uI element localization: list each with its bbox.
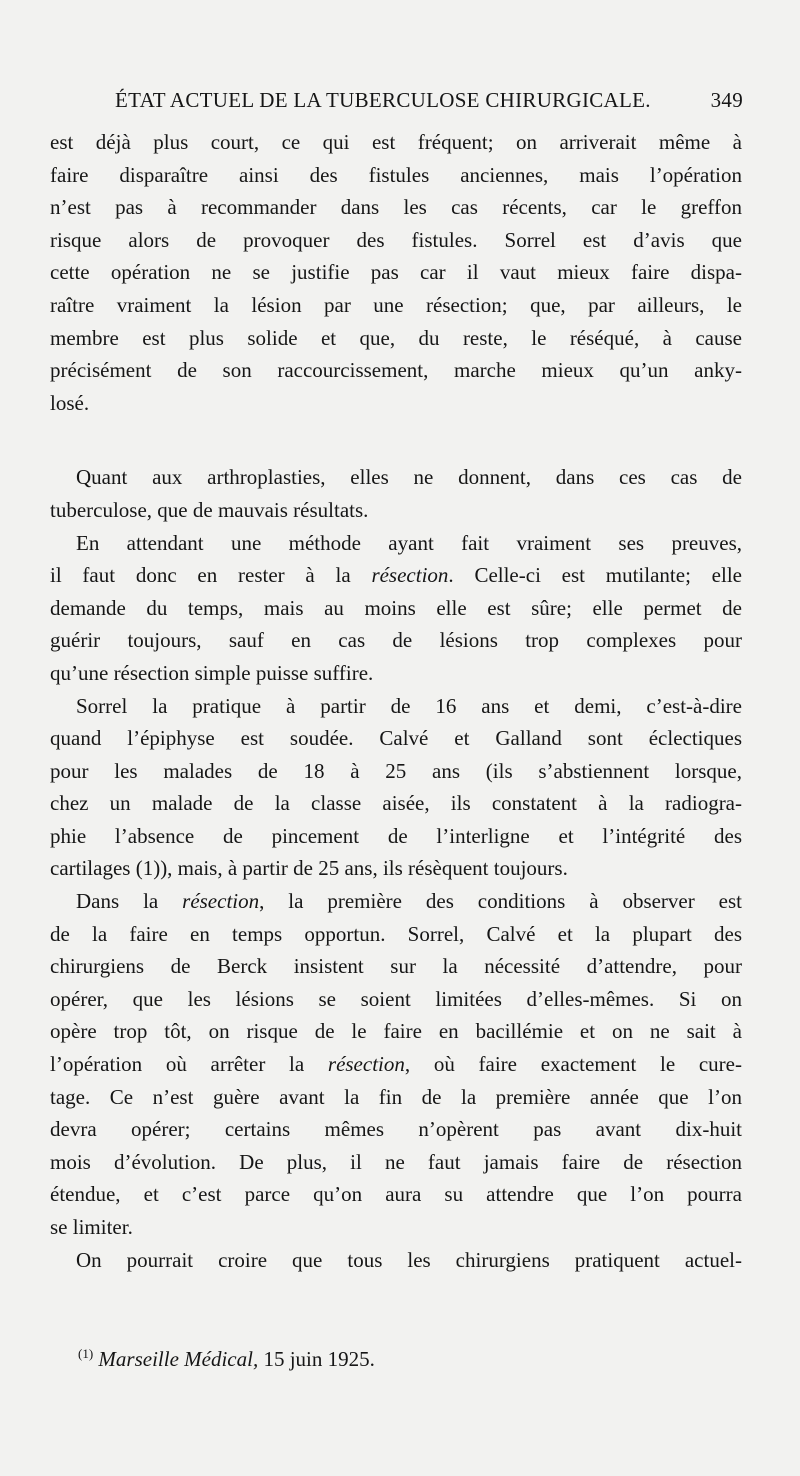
text-line: devra opérer; certains mêmes n’opèrent pas avant dix-huit: [50, 1117, 742, 1142]
text-line: phie l’absence de pincement de l’interligne et l’intégrité des: [50, 823, 742, 848]
text-line: pour les malades de 18 à 25 ans (ils s’abstiennent lorsque,: [50, 758, 742, 783]
text-line: guérir toujours, sauf en cas de lésions trop complexes pour: [50, 628, 742, 653]
text-line: n’est pas à recommander dans les cas récents, car le greffon: [50, 195, 742, 220]
text-line: tage. Ce n’est guère avant la fin de la première année que l’on: [50, 1084, 742, 1109]
text-line: de la faire en temps opportun. Sorrel, Calvé et la plupart des: [50, 921, 742, 946]
text-line: qu’une résection simple puisse suffire.: [50, 660, 374, 685]
text-line: l’opération où arrêter la résection, où faire exactement le cure-: [50, 1052, 742, 1077]
text-line: membre est plus solide et que, du reste, le réséqué, à cause: [50, 325, 742, 350]
text-line: opère trop tôt, on risque de le faire en bacillémie et on ne sait à: [50, 1019, 742, 1044]
text-line: chirurgiens de Berck insistent sur la nécessité d’attendre, pour: [50, 954, 742, 979]
text-line: En attendant une méthode ayant fait vraiment ses preuves,: [76, 530, 742, 555]
text-line: cartilages (1)), mais, à partir de 25 ans, ils résèquent toujours.: [50, 856, 568, 881]
header-title: ÉTAT ACTUEL DE LA TUBERCULOSE CHIRURGICALE.: [115, 88, 651, 112]
text-line: étendue, et c’est parce qu’on aura su attendre que l’on pourra: [50, 1182, 742, 1207]
footnote-marker: (1): [78, 1346, 94, 1361]
text-line: raître vraiment la lésion par une résection; que, par ailleurs, le: [50, 292, 742, 317]
body-text: [50, 126, 742, 1276]
text-line: Quant aux arthroplasties, elles ne donnent, dans ces cas de: [76, 465, 742, 490]
text-line: opérer, que les lésions se soient limitées d’elles-mêmes. Si on: [50, 986, 742, 1011]
text-line: tuberculose, que de mauvais résultats.: [50, 497, 369, 522]
paragraph: [50, 690, 742, 886]
text-line: losé.: [50, 390, 90, 415]
paragraph: [50, 885, 742, 1244]
text-line: mois d’évolution. De plus, il ne faut jamais faire de résection: [50, 1149, 742, 1174]
text-line: quand l’épiphyse est soudée. Calvé et Galland sont éclectiques: [50, 726, 742, 751]
page-number: 349: [710, 88, 743, 112]
text-line: faire disparaître ainsi des fistules anciennes, mais l’opération: [50, 162, 742, 187]
text-line: On pourrait croire que tous les chirurgiens pratiquent actuel-: [76, 1247, 742, 1272]
text-line: Sorrel la pratique à partir de 16 ans et demi, c’est-à-dire: [76, 693, 742, 718]
paragraph: [50, 1244, 742, 1277]
paragraph: [50, 126, 742, 419]
paragraph-gap: [50, 419, 742, 461]
footnote-source: Marseille Médical,: [98, 1347, 259, 1371]
text-line: précisément de son raccourcissement, marche mieux qu’un anky-: [50, 358, 742, 383]
text-line: chez un malade de la classe aisée, ils constatent à la radiogra-: [50, 791, 742, 816]
text-line: il faut donc en rester à la résection. Celle-ci est mutilante; elle: [50, 563, 742, 588]
paragraph: [50, 527, 742, 690]
paragraph: [50, 461, 742, 526]
text-line: demande du temps, mais au moins elle est sûre; elle permet de: [50, 595, 742, 620]
text-line: risque alors de provoquer des fistules. Sorrel est d’avis que: [50, 227, 742, 252]
text-line: est déjà plus court, ce qui est fréquent; on arriverait même à: [50, 130, 742, 154]
text-line: se limiter.: [50, 1215, 133, 1239]
footnote: [78, 1346, 375, 1372]
footnote-date: 15 juin 1925.: [263, 1347, 375, 1371]
text-line: cette opération ne se justifie pas car il vaut mieux faire dispa-: [50, 260, 742, 285]
running-header: [115, 88, 743, 122]
text-line: Dans la résection, la première des conditions à observer est: [76, 889, 742, 914]
